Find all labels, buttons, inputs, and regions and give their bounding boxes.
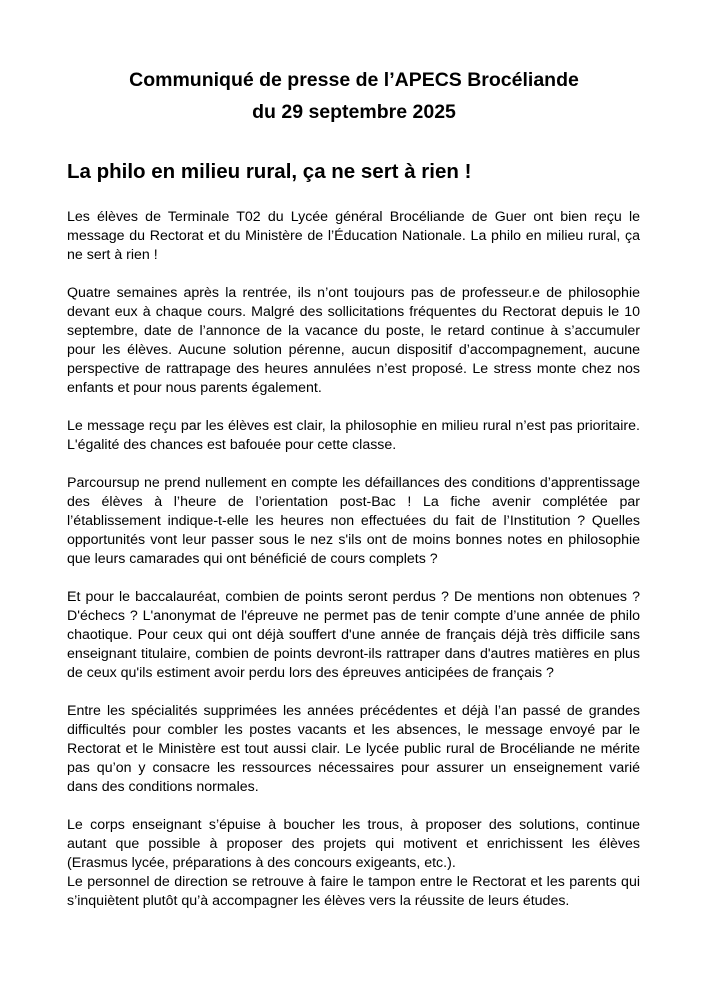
header-title-line: Communiqué de presse de l’APECS Brocéliande [129,69,579,91]
paragraph-enseignants: Le corps enseignant s’épuise à boucher les trous, à proposer des solutions, continue autant que possible à proposer des projets qui motivent et enrichissent les élèves (Erasmus lycée, préparations à des concours exigeants, etc.). [67,817,640,871]
header-date-line: du 29 septembre 2025 [252,101,456,123]
paragraph-message: Le message reçu par les élèves est clair, la philosophie en milieu rural n’est pas prioritaire. L'égalité des chances est bafouée pour cette classe. [67,418,640,453]
press-release-header [0,64,708,128]
paragraph-situation: Quatre semaines après la rentrée, ils n’ont toujours pas de professeur.e de philosophie devant eux à chaque cours. Malgré des sollicitations fréquentes du Rectorat depuis le 10 septembre, date de l’annonce de la vacance du poste, le retard continue à s’accumuler pour les élèves. Aucune solution pérenne, aucun dispositif d’accompagnement, aucune perspective de rattrapage des heures annulées n’est proposé. Le stress monte chez nos enfants et pour nous parents également. [67,285,640,396]
article-body [67,208,640,911]
paragraph-baccalaureat: Et pour le baccalauréat, combien de points seront perdus ? De mentions non obtenues ? D'échecs ? L'anonymat de l'épreuve ne permet pas de tenir compte d’une année de philo chaotique. Pour ceux qui ont déjà souffert d'une année de français déjà très difficile sans enseignant titulaire, combien de points devront-ils rattraper dans d'autres matières en plus de ceux qu'ils estiment avoir perdu lors des épreuves anticipées de français ? [67,589,640,681]
article-headline: La philo en milieu rural, ça ne sert à rien ! [67,160,472,183]
paragraph-direction: Le personnel de direction se retrouve à faire le tampon entre le Rectorat et les parents qui s’inquiètent plutôt qu’à accompagner les élèves vers la réussite de leurs études. [67,874,640,909]
paragraph-specialites: Entre les spécialités supprimées les années précédentes et déjà l’an passé de grandes difficultés pour combler les postes vacants et les absences, le message envoyé par le Rectorat et le Ministère est tout aussi clair. Le lycée public rural de Brocéliande ne mérite pas qu’on y consacre les ressources nécessaires pour assurer un enseignement varié dans des conditions normales. [67,703,640,795]
paragraph-intro: Les élèves de Terminale T02 du Lycée général Brocéliande de Guer ont bien reçu le message du Rectorat et du Ministère de l’Éducation Nationale. La philo en milieu rural, ça ne sert à rien ! [67,209,640,263]
paragraph-parcoursup: Parcoursup ne prend nullement en compte les défaillances des conditions d’apprentissage des élèves à l’heure de l’orientation post-Bac ! La fiche avenir complétée par l’établissement indique-t-elle les heures non effectuées du fait de l’Institution ? Quelles opportunités vont leur passer sous le nez s'ils ont de moins bonnes notes en philosophie que leurs camarades qui ont bénéficié de cours complets ? [67,475,640,567]
